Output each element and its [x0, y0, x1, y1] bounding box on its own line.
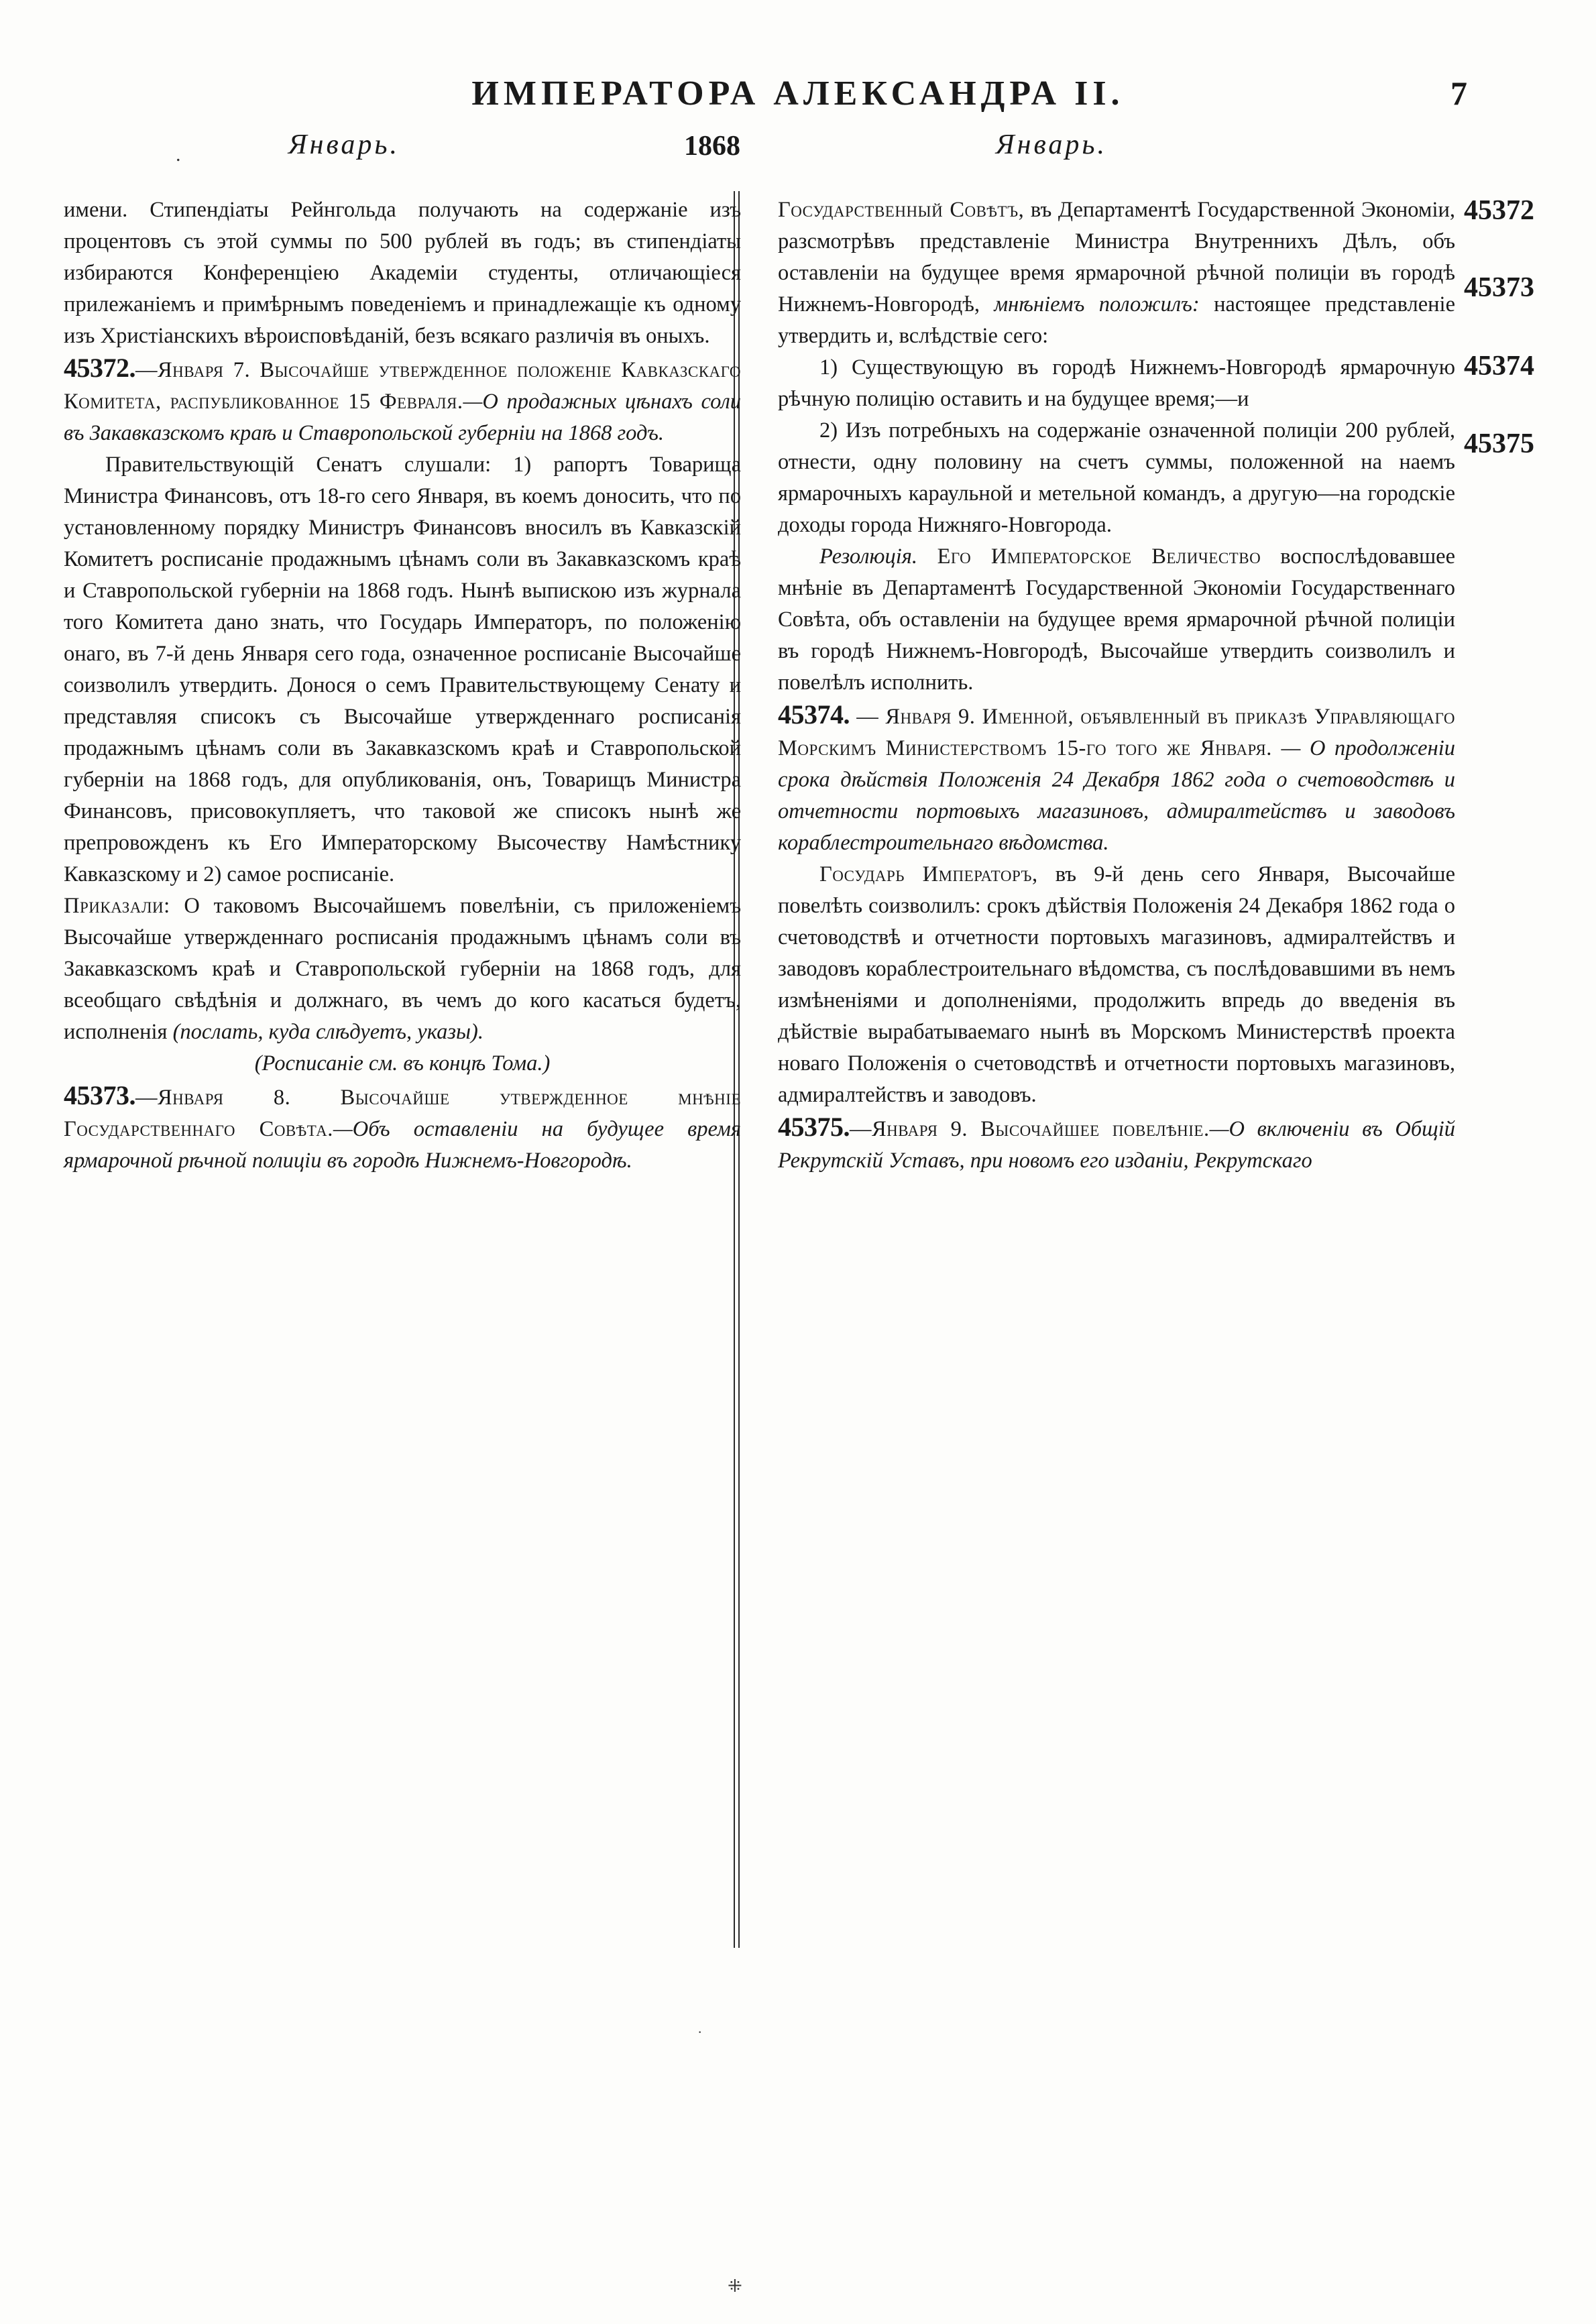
margin-number-1: 45372 — [1464, 195, 1534, 226]
law-number-45374: 45374. — [778, 699, 850, 730]
law-heading-45374: — Января 9. Именной, объявленный въ приказѣ Управляющаго Морскимъ Министерствомъ 15-го того же Января. — [778, 705, 1455, 760]
law-note-45372: (Росписаніе см. въ концѣ Тома.) — [254, 1051, 551, 1076]
law-45373-continuation — [778, 194, 1455, 352]
margin-number-2: 45373 — [1464, 272, 1534, 303]
law-entry-45372 — [64, 352, 741, 449]
gos-sovet-label: Государственный Совѣтъ, — [778, 198, 1025, 222]
law-body-45372-text: О таковомъ Высочайшемъ повелѣніи, съ приложеніемъ Высочайше утвержденнаго росписанія продажнымъ цѣнамъ соли въ Закавказскомъ краѣ и Ставропольской губерніи на 1868 годъ, для всеобщаго свѣдѣнія и должнаго, въ чемъ до кого касаться будетъ, исполненія — [64, 894, 741, 1044]
law-number-45372: 45372. — [64, 353, 135, 383]
law-body-45374 — [778, 859, 1455, 1111]
law-45373-mneniem: мнѣніемъ положилъ: — [980, 292, 1200, 316]
margin-number-4: 45375 — [1464, 428, 1534, 459]
law-title-45373: —Объ оставленіи на будущее время ярмарочной рѣчной полиціи въ городѣ Нижнемъ-Новгородѣ. — [64, 1117, 741, 1173]
law-45373-resolution — [778, 541, 1455, 699]
imperial-majesty-label: Его Императорское Величество — [917, 544, 1261, 569]
law-title-45372: —О продажных цѣнахъ соли въ Закавказскомъ краѣ и Ставропольской губерніи на 1868 годъ. — [64, 390, 742, 445]
month-left-label: Январь. — [288, 129, 400, 160]
page-title: ИМПЕРАТОРА АЛЕКСАНДРА II. — [471, 74, 1125, 113]
page-subheader — [0, 129, 1596, 169]
margin-number-3: 45374 — [1464, 351, 1534, 382]
right-column — [778, 194, 1455, 1177]
prikazali-label: Приказали: — [64, 894, 170, 918]
footer-mark: ⁜ — [728, 2276, 742, 2296]
page-header — [0, 74, 1596, 113]
resolution-label: Резолюція. — [819, 544, 917, 569]
decorative-dot: . — [176, 143, 181, 166]
resolution-text: воспослѣдовавшее мнѣніе въ Департаментѣ Государственной Экономіи Государственнаго Совѣта, объ оставленіи на будущее время ярмарочной рѣчной полиціи въ городѣ Нижнемъ-Новгородѣ, Высочайше утвердить соизволилъ и повелѣлъ исполнить. — [778, 544, 1455, 695]
law-body-45372-part2 — [64, 890, 741, 1048]
page-number: 7 — [1450, 74, 1467, 112]
law-entry-45375 — [778, 1111, 1455, 1177]
left-column — [64, 194, 741, 1177]
law-number-45375: 45375. — [778, 1112, 850, 1142]
law-number-45373: 45373. — [64, 1080, 135, 1110]
month-right-label: Январь. — [996, 129, 1107, 160]
law-title-45374: — О продолженіи срока дѣйствія Положенія 24 Декабря 1862 года о счетоводствѣ и отчетности портовыхъ магазиновъ, адмиралтействъ и заводовъ кораблестроительнаго вѣдомства. — [778, 736, 1456, 855]
gosudar-imperator-label: Государь Императоръ, — [819, 862, 1038, 886]
law-entry-45374 — [778, 699, 1455, 859]
law-title-45375: —О включеніи въ Общій Рекрутскій Уставъ, при новомъ его изданіи, Рекрутскаго — [778, 1117, 1455, 1173]
law-heading-45373: —Января 8. Высочайше утвержденное мнѣніе Государственнаго Совѣта. — [64, 1086, 741, 1141]
law-heading-45375: —Января 9. Высочайшее повелѣніе. — [850, 1117, 1210, 1141]
stray-mark-upper: · — [697, 2024, 703, 2040]
law-45373-item-1: 1) Существующую въ городѣ Нижнемъ-Новгородѣ ярмарочную рѣчную полицію оставить и на будущее время;—и — [778, 355, 1455, 411]
law-45373-item-2: 2) Изъ потребныхъ на содержаніе означенной полиціи 200 рублей, отнести, одну половину на счетъ суммы, положенной на наемъ ярмарочныхъ караульной и метельной командъ, а другую—на городскіе доходы города Нижняго-Новгорода. — [778, 418, 1455, 537]
paragraph-continuation: имени. Стипендіаты Рейнгольда получають на содержаніе изъ процентовъ съ этой суммы по 500 рублей въ годъ; въ стипендіаты избираются Конференціею Академіи студенты, отличающіеся прилежаніемъ и примѣрнымъ поведеніемъ и принадлежащіе къ одному изъ Христіанскихъ вѣроисповѣданій, безъ всякаго различія въ оныхъ. — [64, 198, 741, 348]
law-body-45372-part1: Правительствующій Сенатъ слушали: 1) рапортъ Товарища Министра Финансовъ, отъ 18-го сего Января, въ коемъ доносить, что по установленному порядку Министръ Финансовъ вносилъ въ Кавказскій Комитетъ росписаніе продажнымъ цѣнамъ соли въ Закавказскомъ краѣ и Ставропольской губерніи на 1868 годъ. Нынѣ выпискою изъ журнала того Комитета дано знать, что Государь Императоръ, по положенію онаго, въ 7-й день Января сего года, означенное росписаніе Высочайше соизволилъ утвердить. Донося о семъ Правительствующему Сенату и представляя списокъ съ Высочайше утвержденнаго росписанія продажнымъ цѣнамъ соли въ Закавказскомъ краѣ и Ставропольской губерніи на 1868 годъ, для опубликованія, онъ, Товарищъ Министра Финансовъ, присовокупляетъ, что таковой же списокъ нынѣ же препровожденъ къ Его Императорскому Высочеству Намѣстнику Кавказскому и 2) самое росписаніе. — [64, 453, 741, 886]
law-body-45372-italic-tail: (послать, куда слѣдуетъ, указы). — [167, 1020, 484, 1044]
law-45373-lead-tail: настоящее представленіе утвердить и, вслѣдствіе сего: — [778, 292, 1455, 348]
year-label: 1868 — [684, 131, 740, 162]
law-entry-45373 — [64, 1080, 741, 1177]
law-body-45374-text: въ 9-й день сего Января, Высочайше повелѣть соизволилъ: срокъ дѣйствія Положенія 24 Декабря 1862 года о счетоводствѣ и отчетности портовыхъ магазиновъ, адмиралтействъ и заводовъ кораблестроительнаго вѣдомства, съ послѣдовавшими въ немъ измѣненіями и дополненіями, продолжить впредь до введенія въ дѣйствіе вырабатываемаго нынѣ въ Морскомъ Министерствѣ проекта новаго Положенія о счетоводствѣ и отчетности портовыхъ магазиновъ, адмиралтействъ и заводовъ. — [778, 862, 1455, 1107]
law-45373-lead-text: въ Департаментѣ Государственной Экономіи, разсмотрѣвъ представленіе Министра Внутреннихъ Дѣлъ, объ оставленіи на будущее время ярмарочной рѣчной полиціи въ городѣ Нижнемъ-Новгородѣ, — [778, 198, 1456, 316]
law-heading-45372: —Января 7. Высочайше утвержденное положеніе Кавказскаго Комитета, распубликованное 15 Февраля. — [64, 358, 741, 414]
